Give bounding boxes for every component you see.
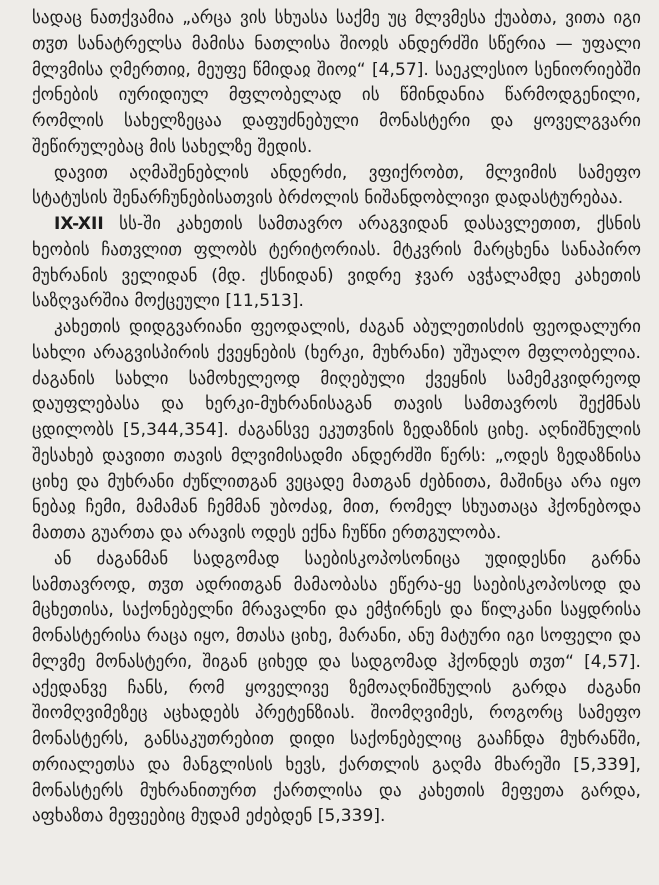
paragraph-kakheti-text: სს-ში კახეთის სამთავრო არაგვიდან დასავლეთით, ქსნის ხეობის ჩათვლით ფლობს ტერიტორიას. მტკვრის მარცხენა სანაპირო მუხრანის ველიდან (მდ. ქსნიდან) ვიდრე ჯვარ ავჭალამდე კახეთის საზღვარშია მოქცეული [11,513]. — [32, 214, 641, 312]
paragraph-david-testament: დავით აღმაშენებლის ანდერძი, ვფიქრობთ, მლვიმის სამეფო სტატუსის შენარჩუნებისათვის ბრძოლის ნიშანდობლივი დადასტურებაა. — [32, 162, 641, 209]
paragraph-quote-end: სადაც ნათქვამია „არცა ვის სხუასა საქმე უც მლვმესა ქუაბთა, ვითა იგი თჳთ სანატრელსა მამისა ნათლისა შიოჲს ანდერძში სწერია — უფალი მლვმისა ღმერთიჲ, მეუფე წმიდაჲ შიოჲ“ [4,57]. საეკლესიო სენიორიებში ქონების იურიდიულ მფლობელად ის წმინდანია წარმოდგენილი, რომლის სახელზეცაა დაფუძნებული მონასტერი და ყოველგვარი შეწირულებაც მის სახელზე შედის. — [32, 8, 641, 157]
paragraph-kakheti-principality — [32, 212, 641, 315]
paragraph-dzagan-house: კახეთის დიდგვარიანი ფეოდალის, ძაგან აბულეთისძის ფეოდალური სახლი არაგვისპირის ქვეყნების (ხერკი, მუხრანი) უშუალო მფლობელია. ძაგანის სახლი სამოხელეოდ მიღებული ქვეყნის სამემკვიდრეოდ დაუფლებასა და ხერკი-მუხრანისაგან თავის სამთავროს შექმნას ცდილობს [5,344,354]. ძაგანსვე ეკუთვნის ზედაზნის ციხე. აღნიშნულის შესახებ დავითი თავის მლვიმისადმი ანდერძში წერს: „ოდეს ზედაზნისა ციხე და მუხრანი ძუწლითგან ვეცადე მათგან ძებნითა, მაშინცა არა იყო ნებაჲ ჩემი, მამამან ჩემმან უბოძაჲ, მით, რომელ სხუათაცა ჰქონებოდა მათთა გუართა და არავის ოდეს ექნა ჩუწნი ერთგულობა. — [32, 317, 641, 543]
paragraph-dzagan-claims: ან ძაგანმან სადგომად საებისკოპოსონიცა უდიდესნი გარნა სამთავროდ, თჳთ ადრითგან მამაობასა ეწერა-ყე საებისკოპოსოდ და მცხეთისა, საქონებელნი მრავალნი და ემჭირნეს და წილკანი საყდრისა მონასტერისა რაცა იყო, მთასა ციხე, მარანი, ანუ მატური იგი სოფელი და მლვმე მონასტერი, შიგან ციხედ და სადგომად ჰქონდეს თჳთ“ [4,57]. აქედანვე ჩანს, რომ ყოველივე ზემოაღნიშნულის გარდა ძაგანი შიომღვიმეზეც აცხადებს პრეტენზიას. შიომღვიმეს, როგორც სამეფო მონასტერს, განსაკუთრებით დიდი საქონებელიც გააჩნდა მუხრანში, თრიალეთსა და მანგლისის ხევს, ქართლის გაღმა მხარეში [5,339], მონასტერს მუხრანითურთ ქართლისა და კახეთის მეფეთა გარდა, აფხაზთა მეფეებიც მუდამ ეძებდენ [5,339]. — [32, 548, 641, 827]
century-range: IX-XII — [54, 214, 104, 234]
